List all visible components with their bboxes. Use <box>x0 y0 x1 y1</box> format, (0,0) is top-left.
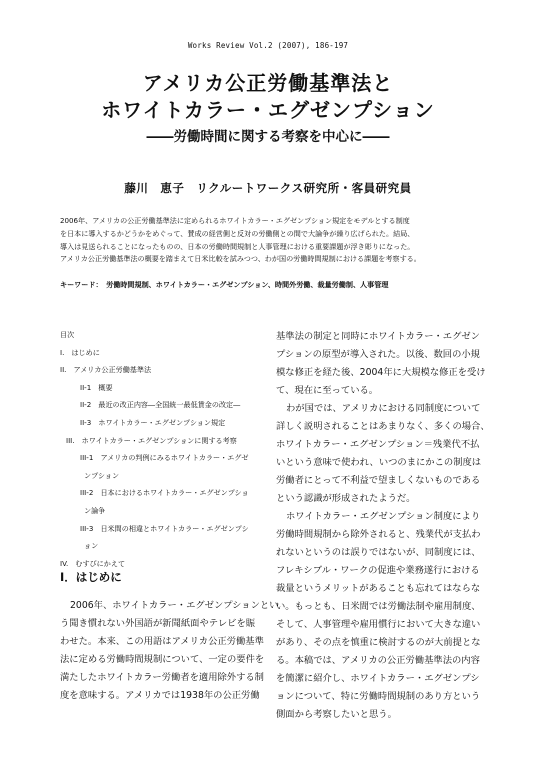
body-column-left <box>60 597 279 705</box>
body-line: ホワイトカラー・エグゼンプション＝残業代不払 <box>276 439 480 450</box>
toc-item: II-1 概要 <box>80 382 113 392</box>
toc-item: I. はじめに <box>60 347 100 357</box>
body-line: があり、その点を慎重に検討するのが大前提とな <box>276 637 481 648</box>
body-line: 2006年、ホワイトカラー・エグゼンプションとい <box>70 600 279 611</box>
body-column-right <box>276 328 490 724</box>
abstract-line: 導入は見送られることになったものの、日本の労働時間規制と人事管理における重要課題が浮き彫りになった。 <box>60 241 415 251</box>
journal-reference: Works Review Vol.2 (2007), 186-197 <box>187 41 349 50</box>
author-affiliation: 藤川 恵子 リクルートワークス研究所・客員研究員 <box>124 181 412 195</box>
toc-heading: 目次 <box>60 330 75 339</box>
table-of-contents <box>60 326 249 572</box>
body-line: プションの原型が導入された。以後、数回の小規 <box>276 349 480 360</box>
body-line: 裁量というメリットがあることも忘れてはならな <box>276 583 481 594</box>
abstract-line: 2006年、アメリカの公正労働基準法に定められるホワイトカラー・エグゼンプション規定をモデルとする制度 <box>60 216 410 225</box>
toc-item: II-3 ホワイトカラー・エグゼンプション規定 <box>80 417 226 427</box>
body-line: 度を意味する。アメリカでは1938年の公正労働 <box>60 690 260 701</box>
body-line: ホワイトカラー・エグゼンプション制度により <box>286 511 481 522</box>
paper-subtitle: ――労働時間に関する考察を中心に―― <box>146 129 390 145</box>
body-line: う聞き慣れない外国語が新聞紙面やテレビを賑 <box>60 618 256 629</box>
body-line: て、現在に至っている。 <box>276 385 379 396</box>
toc-item: ン論争 <box>84 505 106 515</box>
body-line: 満たしたホワイトカラー労働者を適用除外する制 <box>60 672 264 683</box>
toc-item: III-3 日米間の相違とホワイトカラー・エグゼンプシ <box>80 523 249 533</box>
body-line: る。本稿では、アメリカの公正労働基準法の内容 <box>276 655 480 666</box>
body-line: ョンについて、特に労働時間規制のあり方という <box>276 691 481 702</box>
body-line: 基準法の制定と同時にホワイトカラー・エグゼン <box>276 331 480 342</box>
toc-item: III. ホワイトカラー・エグゼンプションに関する考察 <box>66 435 237 445</box>
toc-item: ョン <box>84 541 99 551</box>
body-line: わが国では、アメリカにおける同制度について <box>286 403 481 414</box>
body-line: 法に定める労働時間規制について、一定の要件を <box>60 654 265 665</box>
body-line: 詳しく説明されることはあまりなく、多くの場合、 <box>276 421 490 432</box>
body-line: 労働時間規制から除外されると、残業代が支払わ <box>276 529 481 540</box>
toc-item: III-1 アメリカの判例にみるホワイトカラー・エグゼ <box>80 453 249 463</box>
body-line: そして、人事管理や雇用慣行において大きな違い <box>276 619 481 630</box>
body-line: フレキシブル・ワークの促進や業務遂行における <box>276 565 480 576</box>
body-line: という認識が形成されたようだ。 <box>276 493 416 504</box>
body-line: 模な修正を経た後、2004年に大規模な修正を受け <box>276 367 486 378</box>
toc-item: ンプション <box>84 470 120 480</box>
body-line: 労働者にとって不利益で望ましくないものである <box>276 475 481 486</box>
body-line: 側面から考察したいと思う。 <box>276 709 397 720</box>
toc-item: III-2 日本におけるホワイトカラー・エグゼンプショ <box>80 488 249 498</box>
paper-title-line-2: ホワイトカラー・エグゼンプション <box>101 98 435 122</box>
abstract-line: アメリカ公正労働基準法の概要を踏まえて日米比較を試みつつ、わが国の労働時間規制における課題を考察する。 <box>60 254 421 264</box>
body-line: わせた。本来、この用語はアメリカ公正労働基準 <box>60 636 264 647</box>
body-line: い。もっとも、日米間では労働法制や雇用制度、 <box>276 601 481 612</box>
paper-title-line-1: アメリカ公正労働基準法と <box>142 71 394 95</box>
keywords: キーワード： 労働時間規制、ホワイトカラー・エグゼンプション、時間外労働、裁量労働制、人事管理 <box>60 280 389 289</box>
toc-item: II-2 最近の改正内容―全国統一最低賃金の改定― <box>80 400 241 410</box>
body-line: れないというのは誤りではないが、同制度には、 <box>276 547 481 558</box>
section-heading: I．はじめに <box>60 570 122 584</box>
body-line: いという意味で使われ、いつのまにかこの制度は <box>276 457 482 468</box>
abstract-line: を日本に導入するかどうかをめぐって、賛成の経営側と反対の労働側との間で大論争が繰り広げられた。結局、 <box>60 228 415 238</box>
toc-item: IV. むすびにかえて <box>60 558 126 568</box>
body-line: を簡潔に紹介し、ホワイトカラー・エグゼンプシ <box>276 673 480 684</box>
toc-item: II. アメリカ公正労働基準法 <box>60 365 152 375</box>
abstract <box>60 215 480 266</box>
